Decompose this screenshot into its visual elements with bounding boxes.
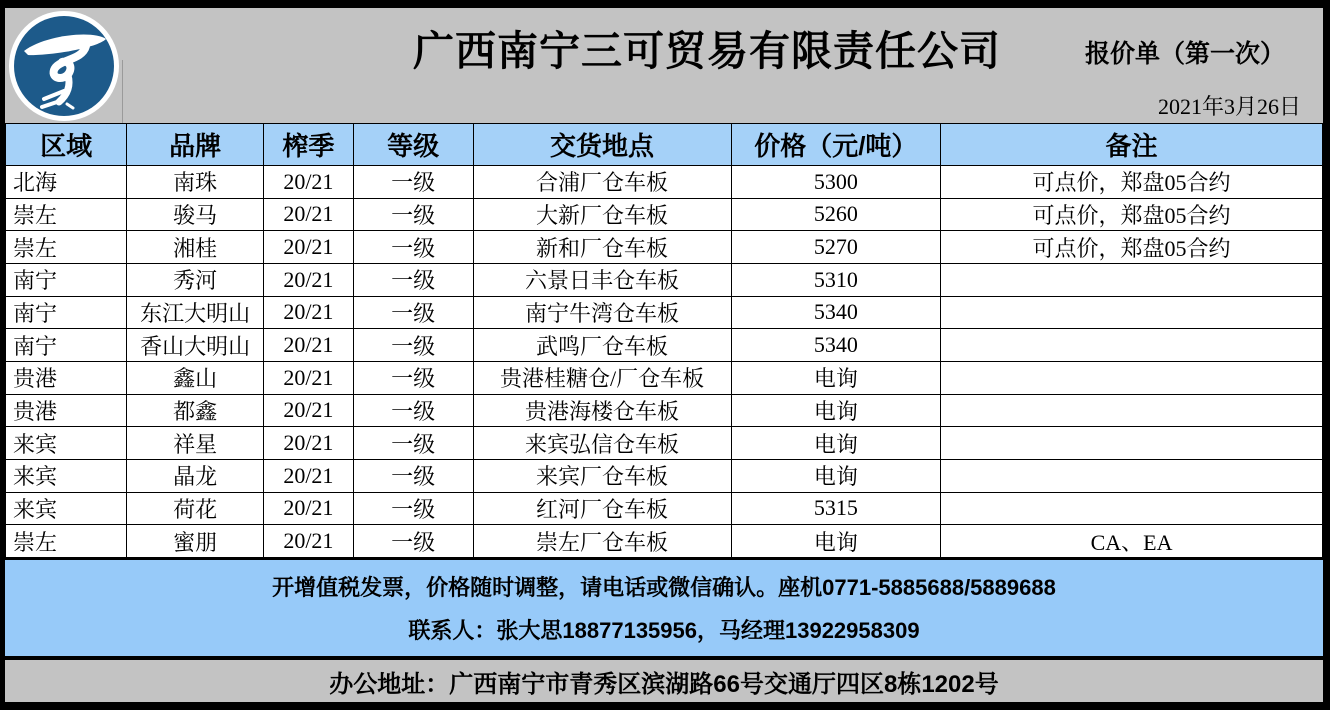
table-cell [941,361,1323,394]
table-cell: 20/21 [264,459,354,492]
grid-guide-line [122,60,123,123]
table-cell: 荷花 [127,492,264,525]
table-cell: 一级 [353,394,473,427]
table-cell: 东江大明山 [127,296,264,329]
table-cell: 南宁 [6,263,127,296]
table-row [6,459,1323,492]
table-cell: 一级 [353,459,473,492]
table-cell: 崇左 [6,198,127,231]
table-cell [941,329,1323,362]
table-row [6,231,1323,264]
table-cell: 电询 [731,361,940,394]
table-cell: 可点价，郑盘05合约 [941,231,1323,264]
table-cell: 合浦厂仓车板 [473,166,731,199]
table-cell: 鑫山 [127,361,264,394]
table-cell: 20/21 [264,525,354,558]
table-row [6,263,1323,296]
table-cell: 香山大明山 [127,329,264,362]
column-header: 区域 [6,124,127,166]
table-row [6,394,1323,427]
table-cell: 南珠 [127,166,264,199]
company-logo-icon [7,9,121,123]
table-cell: 贵港桂糖仓/厂仓车板 [473,361,731,394]
table-cell: 电询 [731,427,940,460]
table-cell: 来宾 [6,492,127,525]
table-cell: 20/21 [264,361,354,394]
table-row [6,166,1323,199]
table-cell: 5300 [731,166,940,199]
table-cell: 秀河 [127,263,264,296]
table-cell: 一级 [353,492,473,525]
office-address: 办公地址：广西南宁市青秀区滨湖路66号交通厅四区8栋1202号 [329,670,999,698]
table-cell: 蜜朋 [127,525,264,558]
table-cell: 20/21 [264,231,354,264]
table-cell: 南宁 [6,329,127,362]
table-cell: 20/21 [264,394,354,427]
table-cell: 20/21 [264,427,354,460]
table-cell: 一级 [353,427,473,460]
table-cell: 来宾厂仓车板 [473,459,731,492]
table-cell: 一级 [353,329,473,362]
table-cell: 一级 [353,231,473,264]
table-cell [941,263,1323,296]
table-cell: 一级 [353,263,473,296]
table-header-row [6,124,1323,166]
table-row [6,329,1323,362]
table-cell: 20/21 [264,329,354,362]
column-header: 等级 [353,124,473,166]
table-cell: 5315 [731,492,940,525]
table-cell: 一级 [353,361,473,394]
table-cell: 20/21 [264,198,354,231]
table-cell: 来宾 [6,459,127,492]
table-cell: 电询 [731,459,940,492]
table-cell [941,394,1323,427]
table-cell: 祥星 [127,427,264,460]
table-cell: 北海 [6,166,127,199]
table-cell [941,427,1323,460]
table-cell: 贵港 [6,361,127,394]
table-cell: 贵港海楼仓车板 [473,394,731,427]
table-cell: 一级 [353,296,473,329]
table-cell: 20/21 [264,166,354,199]
table-cell: 贵港 [6,394,127,427]
table-cell: CA、EA [941,525,1323,558]
table-row [6,525,1323,558]
table-cell: 都鑫 [127,394,264,427]
column-header: 价格（元/吨） [731,124,940,166]
table-cell: 红河厂仓车板 [473,492,731,525]
column-header: 交货地点 [473,124,731,166]
table-row [6,361,1323,394]
table-cell: 电询 [731,394,940,427]
table-row [6,198,1323,231]
table-row [6,492,1323,525]
table-cell: 一级 [353,166,473,199]
table-cell [941,459,1323,492]
table-cell: 来宾弘信仓车板 [473,427,731,460]
company-name: 广西南宁三可贸易有限责任公司 [413,28,1001,74]
table-cell: 5260 [731,198,940,231]
table-cell: 南宁 [6,296,127,329]
table-cell: 新和厂仓车板 [473,231,731,264]
address-bar [5,660,1323,702]
price-table-wrap [5,123,1323,558]
table-cell [941,492,1323,525]
table-cell: 一级 [353,525,473,558]
table-row [6,296,1323,329]
table-cell: 5310 [731,263,940,296]
column-header: 品牌 [127,124,264,166]
table-cell: 崇左厂仓车板 [473,525,731,558]
table-cell: 六景日丰仓车板 [473,263,731,296]
table-cell [941,296,1323,329]
table-cell: 20/21 [264,492,354,525]
table-cell: 5270 [731,231,940,264]
column-header: 备注 [941,124,1323,166]
table-cell: 晶龙 [127,459,264,492]
table-cell: 南宁牛湾仓车板 [473,296,731,329]
header-panel [5,8,1323,123]
tax-notice-text: 开增值税发票，价格随时调整，请电话或微信确认。座机0771-5885688/5889688 [272,575,1056,601]
table-cell: 骏马 [127,198,264,231]
column-header: 榨季 [264,124,354,166]
table-cell: 20/21 [264,263,354,296]
table-cell: 5340 [731,329,940,362]
table-cell: 电询 [731,525,940,558]
table-cell: 湘桂 [127,231,264,264]
doc-title: 报价单（第一次） [1085,40,1286,68]
table-cell: 20/21 [264,296,354,329]
table-cell: 5340 [731,296,940,329]
price-table [5,123,1323,558]
table-cell: 武鸣厂仓车板 [473,329,731,362]
table-cell: 来宾 [6,427,127,460]
table-cell: 一级 [353,198,473,231]
table-row [6,427,1323,460]
doc-date: 2021年3月26日 [1157,94,1301,119]
notice-band [5,560,1323,656]
table-cell: 大新厂仓车板 [473,198,731,231]
table-cell: 崇左 [6,231,127,264]
table-cell: 可点价，郑盘05合约 [941,166,1323,199]
contacts-text: 联系人：张大思18877135956，马经理13922958309 [408,617,920,643]
table-cell: 崇左 [6,525,127,558]
table-cell: 可点价，郑盘05合约 [941,198,1323,231]
